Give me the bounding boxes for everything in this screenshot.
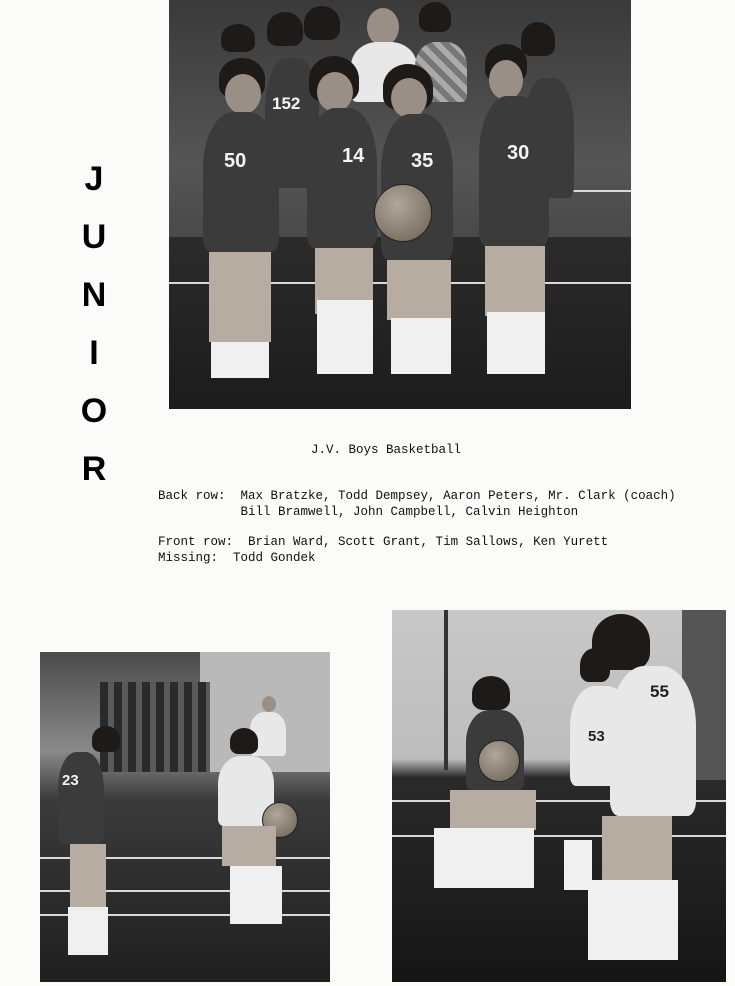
player-jersey — [307, 108, 377, 248]
player-hair — [92, 726, 120, 752]
missing-names: Todd Gondek — [233, 550, 316, 565]
jersey-number: 23 — [62, 772, 79, 789]
player-hair — [230, 728, 258, 754]
player-head — [391, 78, 427, 118]
missing-label: Missing: — [158, 550, 219, 565]
jersey-number: 152 — [272, 94, 301, 113]
jersey-number: 53 — [588, 728, 605, 745]
player-legs — [387, 260, 451, 320]
title-letter: N — [81, 276, 107, 314]
action-photo-left — [40, 652, 330, 982]
basketball — [374, 184, 432, 242]
player-head — [317, 72, 353, 112]
back-row-names-continued: Bill Bramwell, John Campbell, Calvin Heighton — [240, 504, 579, 519]
player-jersey — [479, 96, 549, 246]
jersey-number: 50 — [224, 150, 247, 172]
referee-head — [262, 696, 276, 712]
spacer — [158, 520, 718, 535]
player-socks — [434, 828, 534, 888]
back-row-label: Back row: — [158, 489, 226, 503]
player-hair — [304, 6, 340, 40]
back-row-names: Max Bratzke, Todd Dempsey, Aaron Peters, Mr. Clark (coach) — [240, 489, 676, 503]
player-hair — [472, 676, 510, 710]
player-hair — [592, 614, 650, 670]
player-legs — [450, 790, 536, 830]
front-row-label: Front row: — [158, 535, 234, 549]
gym-door-frame — [444, 610, 448, 770]
action-photo-right — [392, 610, 726, 982]
jersey-number: 14 — [342, 145, 365, 167]
basketball — [478, 740, 520, 782]
player-socks — [391, 318, 451, 374]
player-hair — [419, 2, 451, 32]
player-socks — [68, 907, 108, 955]
player-legs — [485, 246, 545, 316]
caption-title: J.V. Boys Basketball — [311, 443, 462, 457]
player-head — [489, 60, 523, 100]
team-photo — [169, 0, 631, 409]
player-socks — [588, 880, 678, 960]
player-socks — [487, 312, 545, 374]
player-head — [225, 74, 261, 114]
player-socks — [317, 300, 373, 374]
title-letter: O — [80, 392, 108, 430]
title-letter: R — [81, 450, 107, 488]
coach-head — [367, 8, 399, 46]
player-jersey — [58, 752, 104, 844]
bleachers-crowd — [100, 682, 210, 772]
player-hair — [267, 12, 303, 46]
player-legs — [209, 252, 271, 342]
player-socks — [211, 342, 269, 378]
roster-caption — [158, 489, 718, 566]
player-legs — [70, 844, 106, 914]
title-letter: U — [81, 218, 107, 256]
title-letter: I — [89, 334, 99, 372]
jersey-number: 30 — [507, 142, 530, 164]
player-legs — [222, 826, 276, 866]
section-title-vertical — [79, 150, 109, 498]
jersey-number: 35 — [411, 150, 434, 172]
player-hair — [521, 22, 555, 56]
jersey-number: 55 — [650, 682, 669, 701]
player-hair — [221, 24, 255, 52]
front-row-names: Brian Ward, Scott Grant, Tim Sallows, Ken Yurett — [248, 535, 609, 549]
player-socks — [230, 866, 282, 924]
title-letter: J — [84, 160, 104, 198]
player-jersey — [203, 112, 279, 252]
